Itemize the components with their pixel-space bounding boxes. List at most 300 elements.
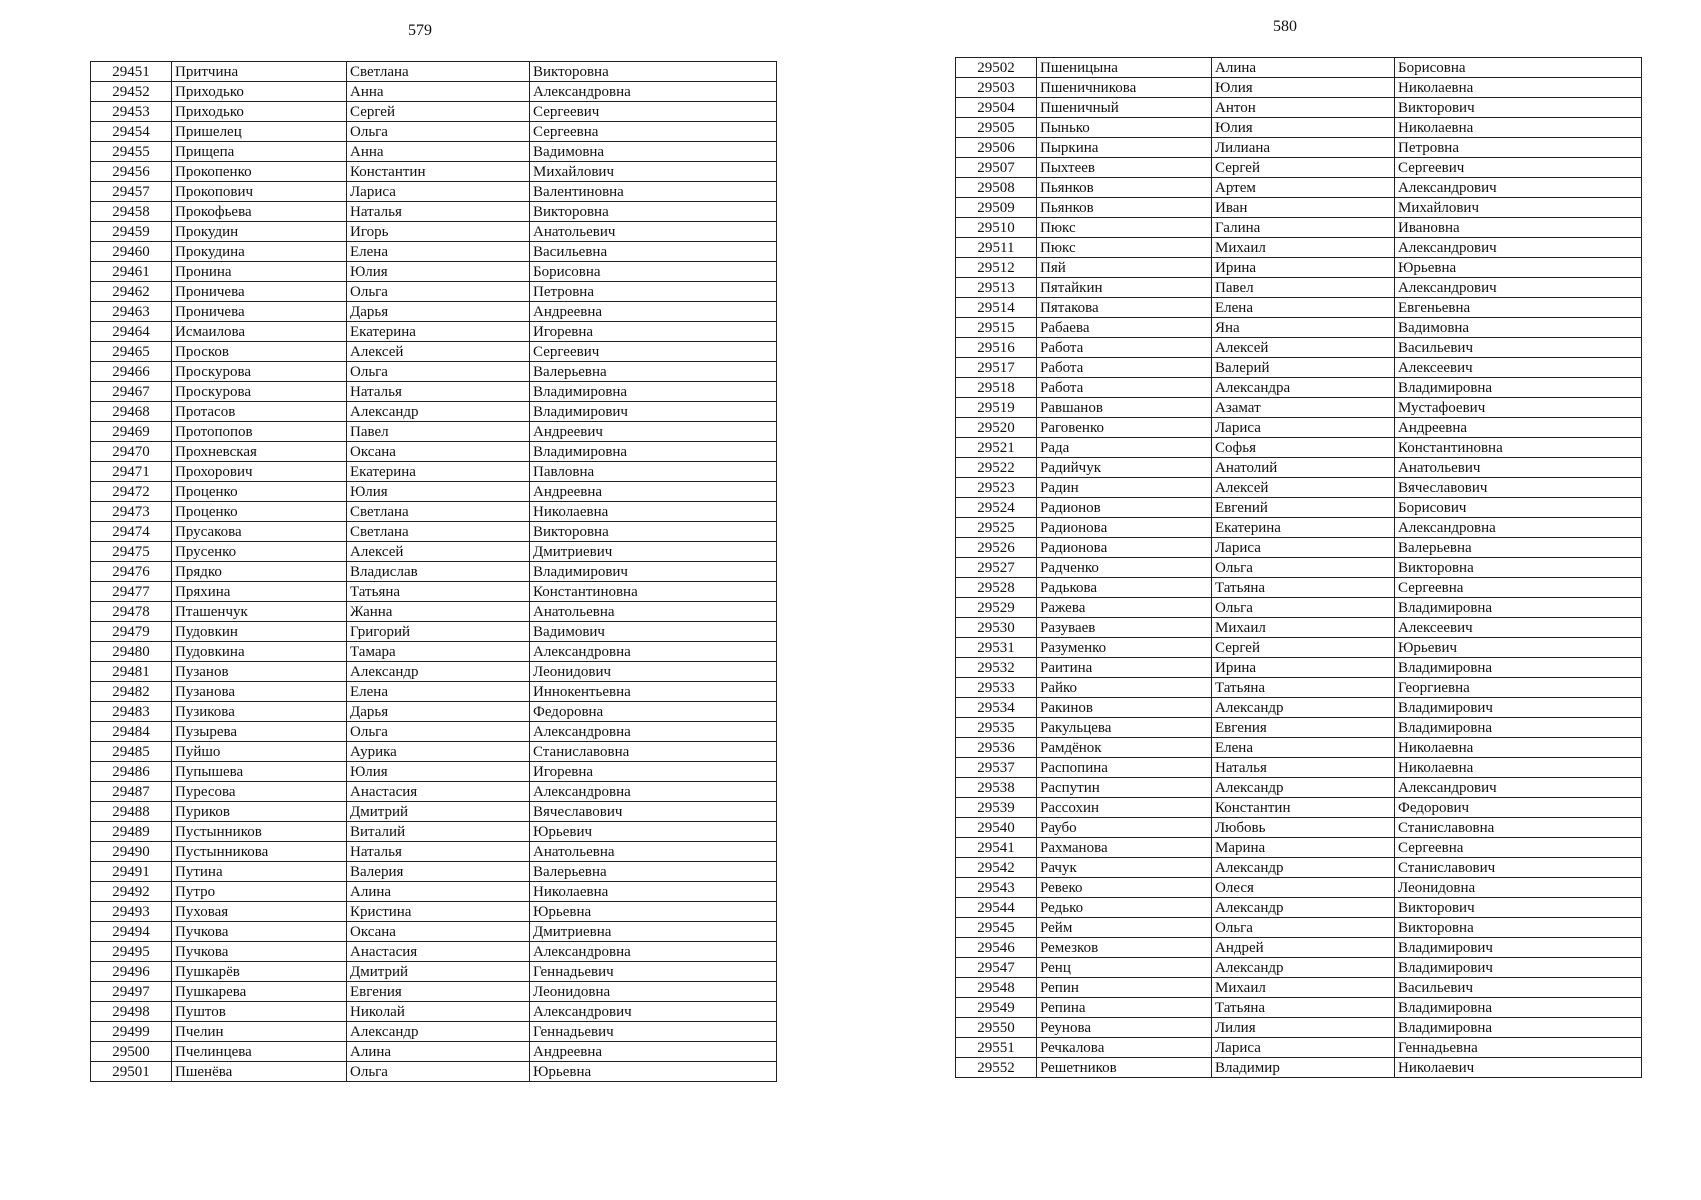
patronymic-cell: Вячеславович xyxy=(530,802,777,822)
given-name-cell: Евгения xyxy=(1212,718,1395,738)
surname-cell: Ражева xyxy=(1037,598,1212,618)
surname-cell: Пузанов xyxy=(172,662,347,682)
patronymic-cell: Владимирович xyxy=(1395,938,1642,958)
surname-cell: Исмаилова xyxy=(172,322,347,342)
patronymic-cell: Александровна xyxy=(530,722,777,742)
given-name-cell: Юлия xyxy=(347,482,530,502)
roster-table xyxy=(955,57,1642,1078)
surname-cell: Радионова xyxy=(1037,538,1212,558)
surname-cell: Проценко xyxy=(172,482,347,502)
record-number-cell: 29536 xyxy=(956,738,1037,758)
patronymic-cell: Александровна xyxy=(1395,518,1642,538)
table-row xyxy=(956,478,1642,498)
patronymic-cell: Вадимовна xyxy=(530,142,777,162)
table-row xyxy=(91,1062,777,1082)
given-name-cell: Сергей xyxy=(1212,158,1395,178)
record-number-cell: 29503 xyxy=(956,78,1037,98)
surname-cell: Ренц xyxy=(1037,958,1212,978)
patronymic-cell: Сергеевич xyxy=(530,342,777,362)
table-row xyxy=(956,158,1642,178)
table-row xyxy=(956,178,1642,198)
surname-cell: Радин xyxy=(1037,478,1212,498)
table-row xyxy=(91,642,777,662)
table-row xyxy=(956,558,1642,578)
given-name-cell: Михаил xyxy=(1212,978,1395,998)
given-name-cell: Дмитрий xyxy=(347,962,530,982)
given-name-cell: Владимир xyxy=(1212,1058,1395,1078)
patronymic-cell: Владимирович xyxy=(530,402,777,422)
given-name-cell: Сергей xyxy=(1212,638,1395,658)
given-name-cell: Олеся xyxy=(1212,878,1395,898)
table-row xyxy=(956,1018,1642,1038)
surname-cell: Радионова xyxy=(1037,518,1212,538)
given-name-cell: Константин xyxy=(1212,798,1395,818)
record-number-cell: 29505 xyxy=(956,118,1037,138)
record-number-cell: 29516 xyxy=(956,338,1037,358)
record-number-cell: 29541 xyxy=(956,838,1037,858)
table-row xyxy=(91,782,777,802)
surname-cell: Раитина xyxy=(1037,658,1212,678)
given-name-cell: Валерия xyxy=(347,862,530,882)
surname-cell: Приходько xyxy=(172,102,347,122)
patronymic-cell: Васильевич xyxy=(1395,978,1642,998)
surname-cell: Пуховая xyxy=(172,902,347,922)
record-number-cell: 29547 xyxy=(956,958,1037,978)
table-row xyxy=(956,338,1642,358)
table-row xyxy=(956,298,1642,318)
patronymic-cell: Владимировна xyxy=(530,442,777,462)
patronymic-cell: Владимировна xyxy=(530,382,777,402)
given-name-cell: Лариса xyxy=(1212,418,1395,438)
record-number-cell: 29512 xyxy=(956,258,1037,278)
record-number-cell: 29459 xyxy=(91,222,172,242)
record-number-cell: 29507 xyxy=(956,158,1037,178)
given-name-cell: Александр xyxy=(347,1022,530,1042)
record-number-cell: 29494 xyxy=(91,922,172,942)
record-number-cell: 29517 xyxy=(956,358,1037,378)
table-row xyxy=(91,522,777,542)
record-number-cell: 29452 xyxy=(91,82,172,102)
surname-cell: Распопина xyxy=(1037,758,1212,778)
surname-cell: Раговенко xyxy=(1037,418,1212,438)
table-row xyxy=(91,342,777,362)
surname-cell: Ремезков xyxy=(1037,938,1212,958)
patronymic-cell: Станиславовна xyxy=(530,742,777,762)
given-name-cell: Алексей xyxy=(1212,338,1395,358)
given-name-cell: Лилия xyxy=(1212,1018,1395,1038)
record-number-cell: 29538 xyxy=(956,778,1037,798)
record-number-cell: 29484 xyxy=(91,722,172,742)
surname-cell: Протопопов xyxy=(172,422,347,442)
surname-cell: Прокопович xyxy=(172,182,347,202)
surname-cell: Прокудин xyxy=(172,222,347,242)
record-number-cell: 29469 xyxy=(91,422,172,442)
given-name-cell: Алина xyxy=(347,1042,530,1062)
record-number-cell: 29491 xyxy=(91,862,172,882)
record-number-cell: 29523 xyxy=(956,478,1037,498)
surname-cell: Проскурова xyxy=(172,382,347,402)
surname-cell: Прокопенко xyxy=(172,162,347,182)
surname-cell: Пчелинцева xyxy=(172,1042,347,1062)
patronymic-cell: Викторовна xyxy=(1395,918,1642,938)
record-number-cell: 29513 xyxy=(956,278,1037,298)
patronymic-cell: Валерьевна xyxy=(530,362,777,382)
record-number-cell: 29545 xyxy=(956,918,1037,938)
patronymic-cell: Викторович xyxy=(1395,98,1642,118)
patronymic-cell: Геннадьевна xyxy=(1395,1038,1642,1058)
surname-cell: Проничева xyxy=(172,302,347,322)
surname-cell: Ракульцева xyxy=(1037,718,1212,738)
given-name-cell: Виталий xyxy=(347,822,530,842)
table-row xyxy=(956,278,1642,298)
given-name-cell: Ольга xyxy=(347,122,530,142)
table-row xyxy=(91,1002,777,1022)
record-number-cell: 29458 xyxy=(91,202,172,222)
table-row xyxy=(956,138,1642,158)
table-row xyxy=(91,902,777,922)
record-number-cell: 29535 xyxy=(956,718,1037,738)
patronymic-cell: Андреевич xyxy=(530,422,777,442)
surname-cell: Решетников xyxy=(1037,1058,1212,1078)
patronymic-cell: Валерьевна xyxy=(530,862,777,882)
patronymic-cell: Вадимовна xyxy=(1395,318,1642,338)
surname-cell: Работа xyxy=(1037,358,1212,378)
table-row xyxy=(91,302,777,322)
table-row xyxy=(956,1038,1642,1058)
given-name-cell: Оксана xyxy=(347,922,530,942)
given-name-cell: Александр xyxy=(347,402,530,422)
surname-cell: Пустынников xyxy=(172,822,347,842)
record-number-cell: 29522 xyxy=(956,458,1037,478)
patronymic-cell: Игоревна xyxy=(530,322,777,342)
given-name-cell: Константин xyxy=(347,162,530,182)
surname-cell: Рабаева xyxy=(1037,318,1212,338)
patronymic-cell: Павловна xyxy=(530,462,777,482)
patronymic-cell: Александровна xyxy=(530,642,777,662)
table-row xyxy=(91,982,777,1002)
table-row xyxy=(956,58,1642,78)
patronymic-cell: Андреевна xyxy=(530,482,777,502)
table-row xyxy=(91,462,777,482)
table-row xyxy=(91,822,777,842)
surname-cell: Пузырева xyxy=(172,722,347,742)
table-row xyxy=(956,598,1642,618)
record-number-cell: 29487 xyxy=(91,782,172,802)
record-number-cell: 29495 xyxy=(91,942,172,962)
given-name-cell: Ольга xyxy=(1212,598,1395,618)
surname-cell: Просков xyxy=(172,342,347,362)
surname-cell: Проценко xyxy=(172,502,347,522)
patronymic-cell: Валерьевна xyxy=(1395,538,1642,558)
surname-cell: Пушкарёв xyxy=(172,962,347,982)
surname-cell: Пупышева xyxy=(172,762,347,782)
record-number-cell: 29451 xyxy=(91,62,172,82)
given-name-cell: Ольга xyxy=(1212,918,1395,938)
patronymic-cell: Николаевна xyxy=(1395,78,1642,98)
record-number-cell: 29529 xyxy=(956,598,1037,618)
given-name-cell: Алексей xyxy=(347,342,530,362)
given-name-cell: Яна xyxy=(1212,318,1395,338)
given-name-cell: Михаил xyxy=(1212,618,1395,638)
given-name-cell: Александр xyxy=(1212,698,1395,718)
surname-cell: Пьянков xyxy=(1037,178,1212,198)
surname-cell: Рачук xyxy=(1037,858,1212,878)
record-number-cell: 29468 xyxy=(91,402,172,422)
surname-cell: Распутин xyxy=(1037,778,1212,798)
table-row xyxy=(956,758,1642,778)
surname-cell: Речкалова xyxy=(1037,1038,1212,1058)
table-row xyxy=(91,122,777,142)
given-name-cell: Юлия xyxy=(347,762,530,782)
given-name-cell: Михаил xyxy=(1212,238,1395,258)
table-row xyxy=(91,562,777,582)
record-number-cell: 29533 xyxy=(956,678,1037,698)
table-row xyxy=(956,458,1642,478)
given-name-cell: Екатерина xyxy=(347,462,530,482)
given-name-cell: Алина xyxy=(1212,58,1395,78)
given-name-cell: Светлана xyxy=(347,62,530,82)
patronymic-cell: Александрович xyxy=(1395,178,1642,198)
table-row xyxy=(956,658,1642,678)
given-name-cell: Елена xyxy=(347,242,530,262)
table-row xyxy=(956,438,1642,458)
record-number-cell: 29476 xyxy=(91,562,172,582)
given-name-cell: Кристина xyxy=(347,902,530,922)
given-name-cell: Екатерина xyxy=(347,322,530,342)
given-name-cell: Дмитрий xyxy=(347,802,530,822)
patronymic-cell: Викторович xyxy=(1395,898,1642,918)
surname-cell: Приходько xyxy=(172,82,347,102)
given-name-cell: Светлана xyxy=(347,502,530,522)
record-number-cell: 29470 xyxy=(91,442,172,462)
surname-cell: Пыхтеев xyxy=(1037,158,1212,178)
table-row xyxy=(91,922,777,942)
table-row xyxy=(91,182,777,202)
surname-cell: Радькова xyxy=(1037,578,1212,598)
surname-cell: Пятакова xyxy=(1037,298,1212,318)
record-number-cell: 29508 xyxy=(956,178,1037,198)
patronymic-cell: Владимировна xyxy=(1395,1018,1642,1038)
given-name-cell: Наталья xyxy=(347,202,530,222)
given-name-cell: Наталья xyxy=(347,842,530,862)
surname-cell: Пчелин xyxy=(172,1022,347,1042)
surname-cell: Прохневская xyxy=(172,442,347,462)
patronymic-cell: Станиславович xyxy=(1395,858,1642,878)
record-number-cell: 29552 xyxy=(956,1058,1037,1078)
given-name-cell: Анатолий xyxy=(1212,458,1395,478)
record-number-cell: 29532 xyxy=(956,658,1037,678)
record-number-cell: 29514 xyxy=(956,298,1037,318)
given-name-cell: Азамат xyxy=(1212,398,1395,418)
patronymic-cell: Мустафоевич xyxy=(1395,398,1642,418)
given-name-cell: Павел xyxy=(347,422,530,442)
given-name-cell: Анастасия xyxy=(347,942,530,962)
surname-cell: Прусакова xyxy=(172,522,347,542)
patronymic-cell: Леонидович xyxy=(530,662,777,682)
given-name-cell: Ольга xyxy=(347,282,530,302)
surname-cell: Пудовкин xyxy=(172,622,347,642)
surname-cell: Рада xyxy=(1037,438,1212,458)
patronymic-cell: Алексеевич xyxy=(1395,358,1642,378)
patronymic-cell: Алексеевич xyxy=(1395,618,1642,638)
table-row xyxy=(91,882,777,902)
patronymic-cell: Иннокентьевна xyxy=(530,682,777,702)
table-row xyxy=(956,198,1642,218)
record-number-cell: 29528 xyxy=(956,578,1037,598)
patronymic-cell: Владимирович xyxy=(1395,698,1642,718)
given-name-cell: Дарья xyxy=(347,302,530,322)
record-number-cell: 29542 xyxy=(956,858,1037,878)
surname-cell: Прядко xyxy=(172,562,347,582)
table-row xyxy=(956,258,1642,278)
table-row xyxy=(91,762,777,782)
patronymic-cell: Викторовна xyxy=(530,62,777,82)
record-number-cell: 29540 xyxy=(956,818,1037,838)
table-row xyxy=(956,878,1642,898)
surname-cell: Пришелец xyxy=(172,122,347,142)
table-row xyxy=(91,442,777,462)
table-row xyxy=(956,958,1642,978)
surname-cell: Ревеко xyxy=(1037,878,1212,898)
table-row xyxy=(91,802,777,822)
table-row xyxy=(91,582,777,602)
table-row xyxy=(956,398,1642,418)
patronymic-cell: Владимирович xyxy=(530,562,777,582)
record-number-cell: 29534 xyxy=(956,698,1037,718)
table-row xyxy=(956,678,1642,698)
patronymic-cell: Георгиевна xyxy=(1395,678,1642,698)
patronymic-cell: Михайлович xyxy=(1395,198,1642,218)
given-name-cell: Дарья xyxy=(347,702,530,722)
patronymic-cell: Борисовна xyxy=(530,262,777,282)
surname-cell: Прусенко xyxy=(172,542,347,562)
record-number-cell: 29544 xyxy=(956,898,1037,918)
surname-cell: Пшеничникова xyxy=(1037,78,1212,98)
patronymic-cell: Федорович xyxy=(1395,798,1642,818)
record-number-cell: 29479 xyxy=(91,622,172,642)
table-row xyxy=(956,318,1642,338)
patronymic-cell: Дмитриевна xyxy=(530,922,777,942)
table-row xyxy=(956,358,1642,378)
given-name-cell: Алексей xyxy=(1212,478,1395,498)
given-name-cell: Ирина xyxy=(1212,258,1395,278)
patronymic-cell: Анатольевна xyxy=(530,842,777,862)
table-row xyxy=(956,538,1642,558)
surname-cell: Прокудина xyxy=(172,242,347,262)
record-number-cell: 29500 xyxy=(91,1042,172,1062)
record-number-cell: 29456 xyxy=(91,162,172,182)
table-row xyxy=(91,702,777,722)
given-name-cell: Александр xyxy=(1212,898,1395,918)
patronymic-cell: Валентиновна xyxy=(530,182,777,202)
surname-cell: Рассохин xyxy=(1037,798,1212,818)
record-number-cell: 29482 xyxy=(91,682,172,702)
given-name-cell: Валерий xyxy=(1212,358,1395,378)
record-number-cell: 29511 xyxy=(956,238,1037,258)
given-name-cell: Татьяна xyxy=(1212,998,1395,1018)
surname-cell: Путро xyxy=(172,882,347,902)
given-name-cell: Ольга xyxy=(347,362,530,382)
table-row xyxy=(956,578,1642,598)
record-number-cell: 29550 xyxy=(956,1018,1037,1038)
table-row xyxy=(956,858,1642,878)
table-row xyxy=(91,382,777,402)
surname-cell: Редько xyxy=(1037,898,1212,918)
record-number-cell: 29480 xyxy=(91,642,172,662)
table-row xyxy=(91,162,777,182)
table-row xyxy=(956,418,1642,438)
table-row xyxy=(91,242,777,262)
patronymic-cell: Васильевич xyxy=(1395,338,1642,358)
roster-table xyxy=(90,61,777,1082)
surname-cell: Пятайкин xyxy=(1037,278,1212,298)
record-number-cell: 29504 xyxy=(956,98,1037,118)
table-row xyxy=(91,542,777,562)
patronymic-cell: Николаевна xyxy=(1395,738,1642,758)
given-name-cell: Андрей xyxy=(1212,938,1395,958)
surname-cell: Пряхина xyxy=(172,582,347,602)
record-number-cell: 29490 xyxy=(91,842,172,862)
patronymic-cell: Юрьевна xyxy=(530,1062,777,1082)
patronymic-cell: Владимирович xyxy=(1395,958,1642,978)
patronymic-cell: Александрович xyxy=(1395,238,1642,258)
table-row xyxy=(956,238,1642,258)
table-row xyxy=(91,262,777,282)
patronymic-cell: Петровна xyxy=(1395,138,1642,158)
patronymic-cell: Александровна xyxy=(530,82,777,102)
record-number-cell: 29525 xyxy=(956,518,1037,538)
record-number-cell: 29474 xyxy=(91,522,172,542)
patronymic-cell: Владимировна xyxy=(1395,658,1642,678)
given-name-cell: Екатерина xyxy=(1212,518,1395,538)
surname-cell: Пьянков xyxy=(1037,198,1212,218)
table-row xyxy=(91,102,777,122)
record-number-cell: 29501 xyxy=(91,1062,172,1082)
record-number-cell: 29521 xyxy=(956,438,1037,458)
given-name-cell: Наталья xyxy=(347,382,530,402)
surname-cell: Реунова xyxy=(1037,1018,1212,1038)
record-number-cell: 29471 xyxy=(91,462,172,482)
given-name-cell: Владислав xyxy=(347,562,530,582)
given-name-cell: Ирина xyxy=(1212,658,1395,678)
given-name-cell: Артем xyxy=(1212,178,1395,198)
record-number-cell: 29518 xyxy=(956,378,1037,398)
table-row xyxy=(91,402,777,422)
table-row xyxy=(956,698,1642,718)
given-name-cell: Лариса xyxy=(1212,1038,1395,1058)
patronymic-cell: Юрьевич xyxy=(530,822,777,842)
given-name-cell: Анастасия xyxy=(347,782,530,802)
record-number-cell: 29478 xyxy=(91,602,172,622)
record-number-cell: 29460 xyxy=(91,242,172,262)
record-number-cell: 29551 xyxy=(956,1038,1037,1058)
patronymic-cell: Владимировна xyxy=(1395,998,1642,1018)
surname-cell: Прищепа xyxy=(172,142,347,162)
table-row xyxy=(956,518,1642,538)
table-row xyxy=(91,682,777,702)
given-name-cell: Александра xyxy=(1212,378,1395,398)
surname-cell: Протасов xyxy=(172,402,347,422)
surname-cell: Рамдёнок xyxy=(1037,738,1212,758)
given-name-cell: Елена xyxy=(1212,298,1395,318)
surname-cell: Прохорович xyxy=(172,462,347,482)
table-row xyxy=(91,662,777,682)
table-row xyxy=(956,898,1642,918)
surname-cell: Пынько xyxy=(1037,118,1212,138)
record-number-cell: 29466 xyxy=(91,362,172,382)
patronymic-cell: Андреевна xyxy=(530,1042,777,1062)
patronymic-cell: Геннадьевич xyxy=(530,962,777,982)
